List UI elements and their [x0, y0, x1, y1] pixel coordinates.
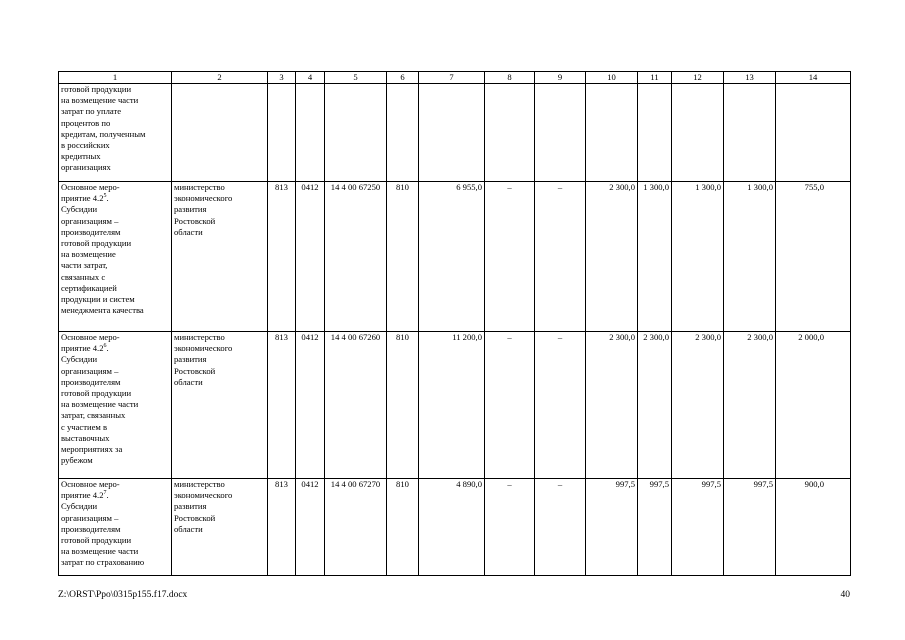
- cell-empty: [485, 84, 535, 182]
- activity-description: готовой продукции на возмещение части затрат по уплате процентов по кредитам, полученным в российских кредитных организациях: [59, 84, 172, 182]
- activity-description: Основное меро- приятие $4.2^7$. Субсидии организациям – производителям готовой продукции на возмещение части затрат по страхованию: [59, 479, 172, 576]
- grbs-code: 813: [268, 332, 296, 479]
- amount-cell: –: [485, 479, 535, 576]
- amount-cell: 997,5: [638, 479, 672, 576]
- footnote-mark: 6: [103, 343, 107, 350]
- grbs-code: 813: [268, 479, 296, 576]
- col-header: 2: [172, 72, 268, 84]
- amount-cell: 1 300,0: [638, 182, 672, 332]
- cell-empty: [776, 84, 851, 182]
- document-path: Z:\ORST\Ppo\0315p155.f17.docx: [58, 590, 188, 600]
- cell-empty: [638, 84, 672, 182]
- col-header: 12: [672, 72, 724, 84]
- cell-empty: [586, 84, 638, 182]
- vr-code: 810: [387, 182, 419, 332]
- rzpr-code: 0412: [296, 182, 325, 332]
- grbs-code: 813: [268, 182, 296, 332]
- table-row: [59, 182, 851, 332]
- cell-empty: [672, 84, 724, 182]
- table-row: [59, 479, 851, 576]
- col-header: 8: [485, 72, 535, 84]
- cell-empty: [724, 84, 776, 182]
- rzpr-code: 0412: [296, 332, 325, 479]
- col-header: 10: [586, 72, 638, 84]
- col-header: 13: [724, 72, 776, 84]
- amount-cell: –: [535, 182, 586, 332]
- col-header: 6: [387, 72, 419, 84]
- responsible-organization: министерство экономического развития Ростовской области: [172, 182, 268, 332]
- col-header: 14: [776, 72, 851, 84]
- activity-description: Основное меро- приятие $4.2^5$. Субсидии организациям – производителям готовой продукции на возмещение части затрат, связанных с сертификацией продукции и систем менеджмента качества: [59, 182, 172, 332]
- col-header: 9: [535, 72, 586, 84]
- amount-cell: –: [485, 332, 535, 479]
- page-number: 40: [840, 590, 850, 600]
- col-header: 4: [296, 72, 325, 84]
- amount-cell: 1 300,0: [672, 182, 724, 332]
- footnote-mark: 5: [103, 193, 107, 200]
- amount-cell: 2 300,0: [586, 332, 638, 479]
- cell-empty: [535, 84, 586, 182]
- cell-empty: [419, 84, 485, 182]
- total-amount: 11 200,0: [419, 332, 485, 479]
- responsible-organization: министерство экономического развития Ростовской области: [172, 332, 268, 479]
- responsible-organization: министерство экономического развития Ростовской области: [172, 479, 268, 576]
- vr-code: 810: [387, 479, 419, 576]
- amount-cell: 997,5: [586, 479, 638, 576]
- cell-empty: [387, 84, 419, 182]
- csr-code: 14 4 00 67250: [325, 182, 387, 332]
- total-amount: 4 890,0: [419, 479, 485, 576]
- amount-cell: 2 300,0: [672, 332, 724, 479]
- table-row: [59, 332, 851, 479]
- col-header: 11: [638, 72, 672, 84]
- csr-code: 14 4 00 67270: [325, 479, 387, 576]
- cell-empty: [325, 84, 387, 182]
- amount-cell: 900,0: [776, 479, 851, 576]
- amount-cell: –: [535, 479, 586, 576]
- col-header: 3: [268, 72, 296, 84]
- amount-cell: 997,5: [672, 479, 724, 576]
- amount-cell: 2 300,0: [724, 332, 776, 479]
- vr-code: 810: [387, 332, 419, 479]
- amount-cell: 2 300,0: [638, 332, 672, 479]
- col-header: 5: [325, 72, 387, 84]
- cell-empty: [268, 84, 296, 182]
- table-row: [59, 84, 851, 182]
- col-header: 1: [59, 72, 172, 84]
- cell-empty: [172, 84, 268, 182]
- program-table: [58, 71, 851, 576]
- amount-cell: 2 300,0: [586, 182, 638, 332]
- amount-cell: –: [485, 182, 535, 332]
- total-amount: 6 955,0: [419, 182, 485, 332]
- amount-cell: 997,5: [724, 479, 776, 576]
- cell-empty: [296, 84, 325, 182]
- amount-cell: 1 300,0: [724, 182, 776, 332]
- amount-cell: 2 000,0: [776, 332, 851, 479]
- amount-cell: 755,0: [776, 182, 851, 332]
- activity-description: Основное меро- приятие $4.2^6$. Субсидии организациям – производителям готовой продукции на возмещение части затрат, связанных с участием в выставочных мероприятиях за рубежом: [59, 332, 172, 479]
- column-numbers-row: [59, 72, 851, 84]
- csr-code: 14 4 00 67260: [325, 332, 387, 479]
- rzpr-code: 0412: [296, 479, 325, 576]
- footnote-mark: 7: [103, 490, 107, 497]
- col-header: 7: [419, 72, 485, 84]
- amount-cell: –: [535, 332, 586, 479]
